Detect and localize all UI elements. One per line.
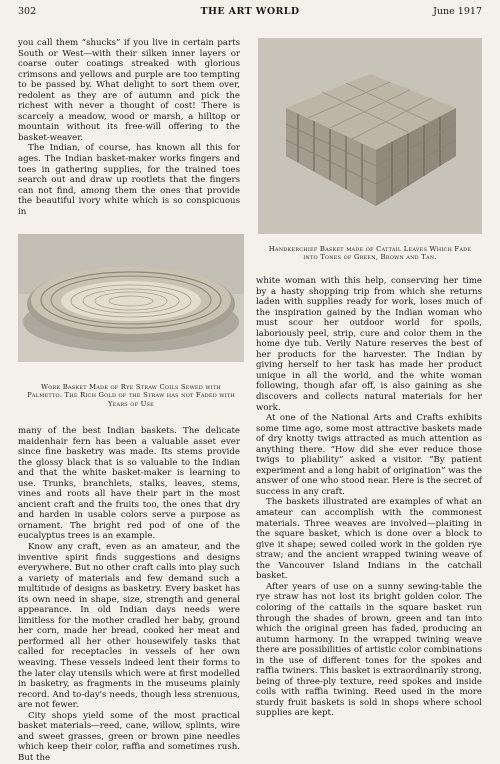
left-column-bottom: [18, 426, 240, 764]
work-basket-photo: [18, 234, 244, 362]
paragraph: The baskets illustrated are examples of what an amateur can accomplish with the commonest materials. Three weaves are involved—plaiting in the square basket, which is done over a block to give it shape; sewed coiled work in the golden rye straw; and the ancient wrapped twining weave of the Vancouver Island Indians in the catchall basket.: [256, 497, 482, 582]
paragraph: City shops yield some of the most practical basket materials—reed, cane, willow, splints, wire and sweet grasses, green or brown pine needles which keep their color, raffia and sometimes rush. But the: [18, 710, 240, 763]
paragraph: After years of use on a sunny sewing-table the rye straw has not lost its bright golden color. The coloring of the cattails in the square basket run through the shades of brown, green and tan into which the original green has faded, producing an autumn harmony. In the wrapped twining weave there are possibilities of artistic color combinations in the use of different tones for the spokes and raffia twiners. This basket is extraordinarily strong, being of three-ply texture, reed spokes and inside coils with raffia twining. Reed used in the more sturdy fruit baskets is sold in shops where school supplies are kept.: [256, 581, 482, 719]
paragraph: you call them “shucks” if you live in certain parts South or West—with their silken inner layers or coarse outer coatings streaked with glorious crimsons and yellows and purple are too tempting to be passed by. What delight to sort them over, redolent as they are of autumn and pick the richest with never a thought of cost! There is scarcely a meadow, wood or marsh, a hilltop or mountain without its free-will offering to the basket-weaver.: [18, 38, 240, 143]
handkerchief-basket-caption: Handkerchief Basket made of Cattail Leaves Which Fade into Tones of Green, Brown and Tan.: [268, 245, 472, 262]
work-basket-caption: Work Basket Made of Rye Straw Coils Sewed with Palmetto. The Rich Gold of the Straw has not Faded with Years of Use: [27, 383, 235, 408]
paragraph: At one of the National Arts and Crafts exhibits some time ago, some most attractive baskets made of dry knotty twigs attracted as much attention as anything there. “How did she ever reduce those twigs to pliability” asked a visitor. “By patient experiment and a long habit of origination” was the answer of one who stood near. Here is the secret of success in any craft.: [256, 413, 482, 497]
paragraph: Know any craft, even as an amateur, and the inventive spirit finds suggestions and designs everywhere. But no other craft calls into play such a variety of materials and few demand such a multitude of designs as basketry. Every basket has its own need in shape, size, strength and general appearance. In old Indian days needs were limitless for the mother cradled her baby, ground her corn, made her bread, cooked her meat and performed all her other housewifely tasks that called for receptacles in vessels of her own weaving. These vessels indeed lent their forms to the later clay utensils which were at first modelled in basketry, as fragments in the museums plainly record. And to-day's needs, though less strenuous, are not fewer.: [18, 542, 240, 711]
journal-title: THE ART WORLD: [200, 6, 300, 17]
page-number: 302: [18, 6, 37, 17]
running-header: [18, 6, 482, 20]
issue-date: June 1917: [433, 6, 482, 17]
paragraph: The Indian, of course, has known all this for ages. The Indian basket-maker works fingers and toes in gathering supplies, for the trained toes search out and draw up rootlets that the fingers can not find, among them the ones that provide the beautiful ivory white which is so conspicuous in: [18, 143, 240, 217]
left-column-top: [18, 38, 240, 217]
paragraph: white woman with this help, conserving her time by a hasty shopping trip from which she returns laden with supplies ready for work, loses much of the inspiration gained by the Indian woman who must scour her outdoor world for spoils, laboriously peel, strip, cure and color them in the home dye tub. Verily Nature reserves the best of her products for the harvester. The Indian by giving herself to her task has made her product unique in all the world, and the white woman following, though afar off, is also gaining as she discovers and collects natural materials for her work.: [256, 276, 482, 413]
right-column: [256, 276, 482, 719]
paragraph: many of the best Indian baskets. The delicate maidenhair fern has been a valuable asset ever since fine basketry was made. Its stems provide the glossy black that is so valuable to the Indian and that the white basket-maker is learning to use. Trunks, branchlets, stalks, leaves, stems, vines and roots all have their part in the most ancient craft and the fruits too, the ones that dry and harden in usable colors serve a purpose as ornament. The bright red pod of one of the eucalyptus trees is an example.: [18, 426, 240, 542]
handkerchief-basket-photo: [258, 38, 482, 234]
